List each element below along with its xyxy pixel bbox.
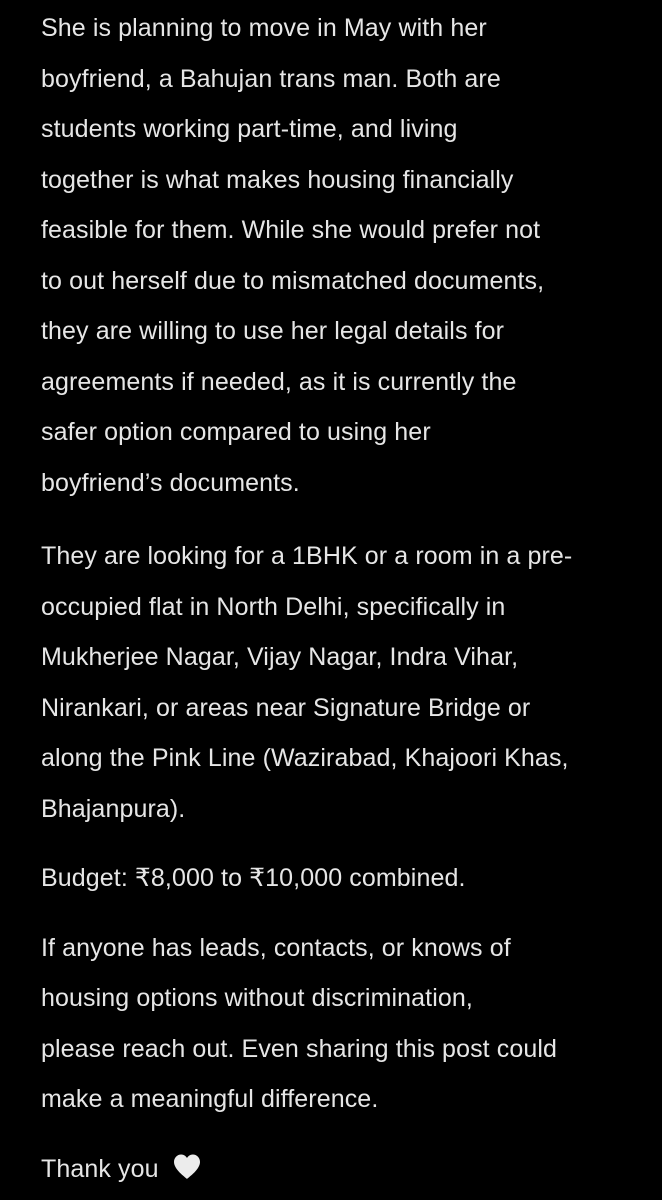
text-line: feasible for them. While she would prefer not bbox=[41, 216, 541, 244]
text-line: please reach out. Even sharing this post could bbox=[41, 1034, 558, 1063]
text-line: boyfriend, a Bahujan trans man. Both are bbox=[41, 64, 501, 93]
paragraph-closing bbox=[41, 1144, 641, 1198]
text-line: to out herself due to mismatched documents, bbox=[41, 266, 545, 295]
text-line: make a meaningful difference. bbox=[41, 1085, 379, 1113]
text-line: agreements if needed, as it is currently the bbox=[41, 367, 517, 396]
paragraph-budget bbox=[41, 853, 641, 904]
closing-text: Thank you bbox=[41, 1154, 159, 1183]
text-line: together is what makes housing financially bbox=[41, 165, 514, 194]
white-heart-icon bbox=[172, 1147, 202, 1198]
text-line: Nirankari, or areas near Signature Bridge or bbox=[41, 693, 531, 722]
closing-line bbox=[41, 1144, 641, 1198]
text-line: boyfriend’s documents. bbox=[41, 468, 300, 497]
text-line: they are willing to use her legal details for bbox=[41, 317, 505, 345]
text-line: occupied flat in North Delhi, specifically in bbox=[41, 592, 506, 621]
text-line: Budget: ₹8,000 to ₹10,000 combined. bbox=[41, 864, 466, 892]
text-line: She is planning to move in May with her bbox=[41, 14, 487, 42]
post-body bbox=[41, 0, 641, 1197]
text-line: along the Pink Line (Wazirabad, Khajoori Khas, bbox=[41, 744, 569, 772]
paragraph-move-plans bbox=[41, 3, 641, 508]
paragraph-location-preferences bbox=[41, 531, 641, 834]
text-line: If anyone has leads, contacts, or knows of bbox=[41, 933, 511, 962]
paragraph-call-to-action bbox=[41, 923, 641, 1125]
text-line: They are looking for a 1BHK or a room in a pre- bbox=[41, 542, 573, 570]
text-line: safer option compared to using her bbox=[41, 418, 431, 446]
text-line: students working part-time, and living bbox=[41, 115, 458, 143]
text-line: Bhajanpura). bbox=[41, 794, 186, 823]
text-line: Mukherjee Nagar, Vijay Nagar, Indra Vihar, bbox=[41, 643, 519, 671]
text-line: housing options without discrimination, bbox=[41, 984, 473, 1012]
